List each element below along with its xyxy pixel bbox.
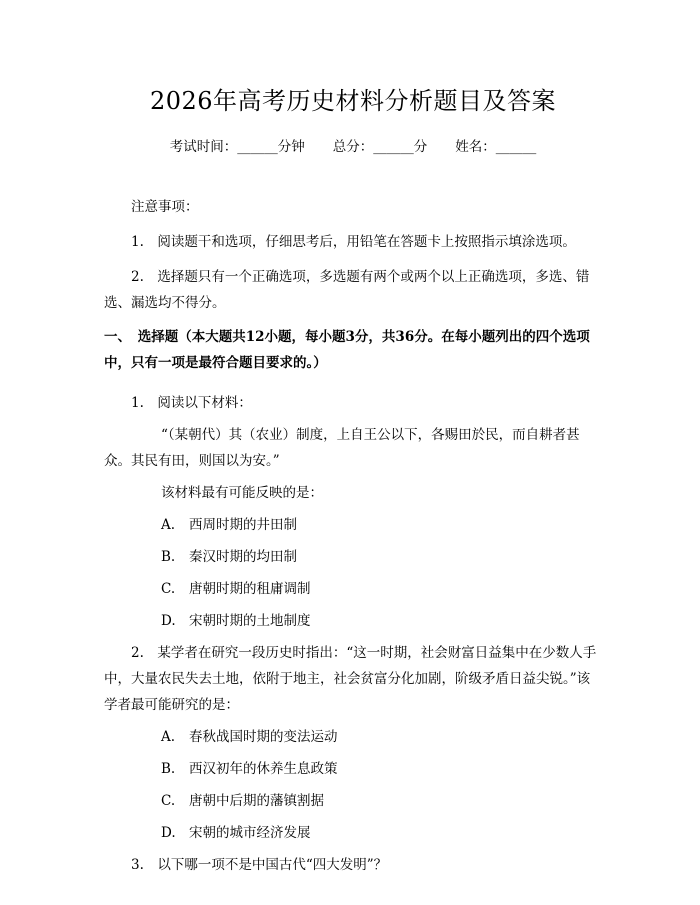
option-text: 春秋战国时期的变法运动 bbox=[189, 728, 338, 745]
total-score-field: 总分：______分 bbox=[332, 139, 428, 155]
option-text: 西汉初年的休养生息政策 bbox=[189, 760, 338, 777]
notice-item: 1. 阅读题干和选项，仔细思考后，用铅笔在答题卡上按照指示填涂选项。 bbox=[131, 234, 576, 250]
option-text: 唐朝时期的租庸调制 bbox=[189, 580, 311, 597]
option-text: 宋朝时期的土地制度 bbox=[189, 612, 311, 629]
question-ask: 该材料最有可能反映的是： bbox=[161, 484, 323, 501]
option bbox=[104, 756, 602, 782]
name-field: 姓名：______ bbox=[455, 139, 537, 155]
option bbox=[104, 544, 602, 570]
option-letter: C. bbox=[161, 792, 176, 809]
option-text: 秦汉时期的均田制 bbox=[189, 548, 297, 565]
exam-time-field: 考试时间：______分钟 bbox=[169, 139, 305, 155]
option-text: 西周时期的井田制 bbox=[189, 516, 297, 533]
option-letter: B. bbox=[161, 760, 176, 777]
notice-title: 注意事项： bbox=[131, 199, 199, 215]
option-letter: C. bbox=[161, 580, 176, 597]
option-text: 唐朝中后期的藩镇割据 bbox=[189, 792, 324, 809]
exam-meta bbox=[104, 136, 602, 158]
option-text: 宋朝的城市经济发展 bbox=[189, 824, 311, 841]
option-letter: A. bbox=[161, 728, 176, 745]
question-stem: 3. 以下哪一项不是中国古代“四大发明”？ bbox=[131, 856, 388, 873]
option bbox=[104, 608, 602, 634]
page-title: 2026年高考历史材料分析题目及答案 bbox=[149, 87, 557, 115]
option bbox=[104, 576, 602, 602]
option bbox=[104, 788, 602, 814]
section-heading: 一、 选择题（本大题共12小题，每小题3分，共36分。在每小题列出的四个选项中，只有一项是最符合题目要求的。） bbox=[104, 329, 590, 371]
option-letter: A. bbox=[161, 516, 176, 533]
option bbox=[104, 512, 602, 538]
option-letter: B. bbox=[161, 548, 176, 565]
question-stem: 1. 阅读以下材料： bbox=[131, 394, 252, 411]
question-stem: 2. 某学者在研究一段历史时指出：“这一时期，社会财富日益集中在少数人手中，大量农民失去土地，依附于地主，社会贫富分化加剧，阶级矛盾日益尖锐。”该学者最可能研究的是： bbox=[104, 644, 597, 713]
option bbox=[104, 820, 602, 846]
option-letter: D. bbox=[161, 824, 176, 841]
option bbox=[104, 724, 602, 750]
question-quote: “（某朝代）其（农业）制度，上自王公以下，各赐田於民，而自耕者甚众。其民有田，则国以为安。” bbox=[104, 426, 580, 469]
option-letter: D. bbox=[161, 612, 176, 629]
notice-item: 2. 选择题只有一个正确选项，多选题有两个或两个以上正确选项，多选、错选、漏选均不得分。 bbox=[104, 269, 590, 311]
